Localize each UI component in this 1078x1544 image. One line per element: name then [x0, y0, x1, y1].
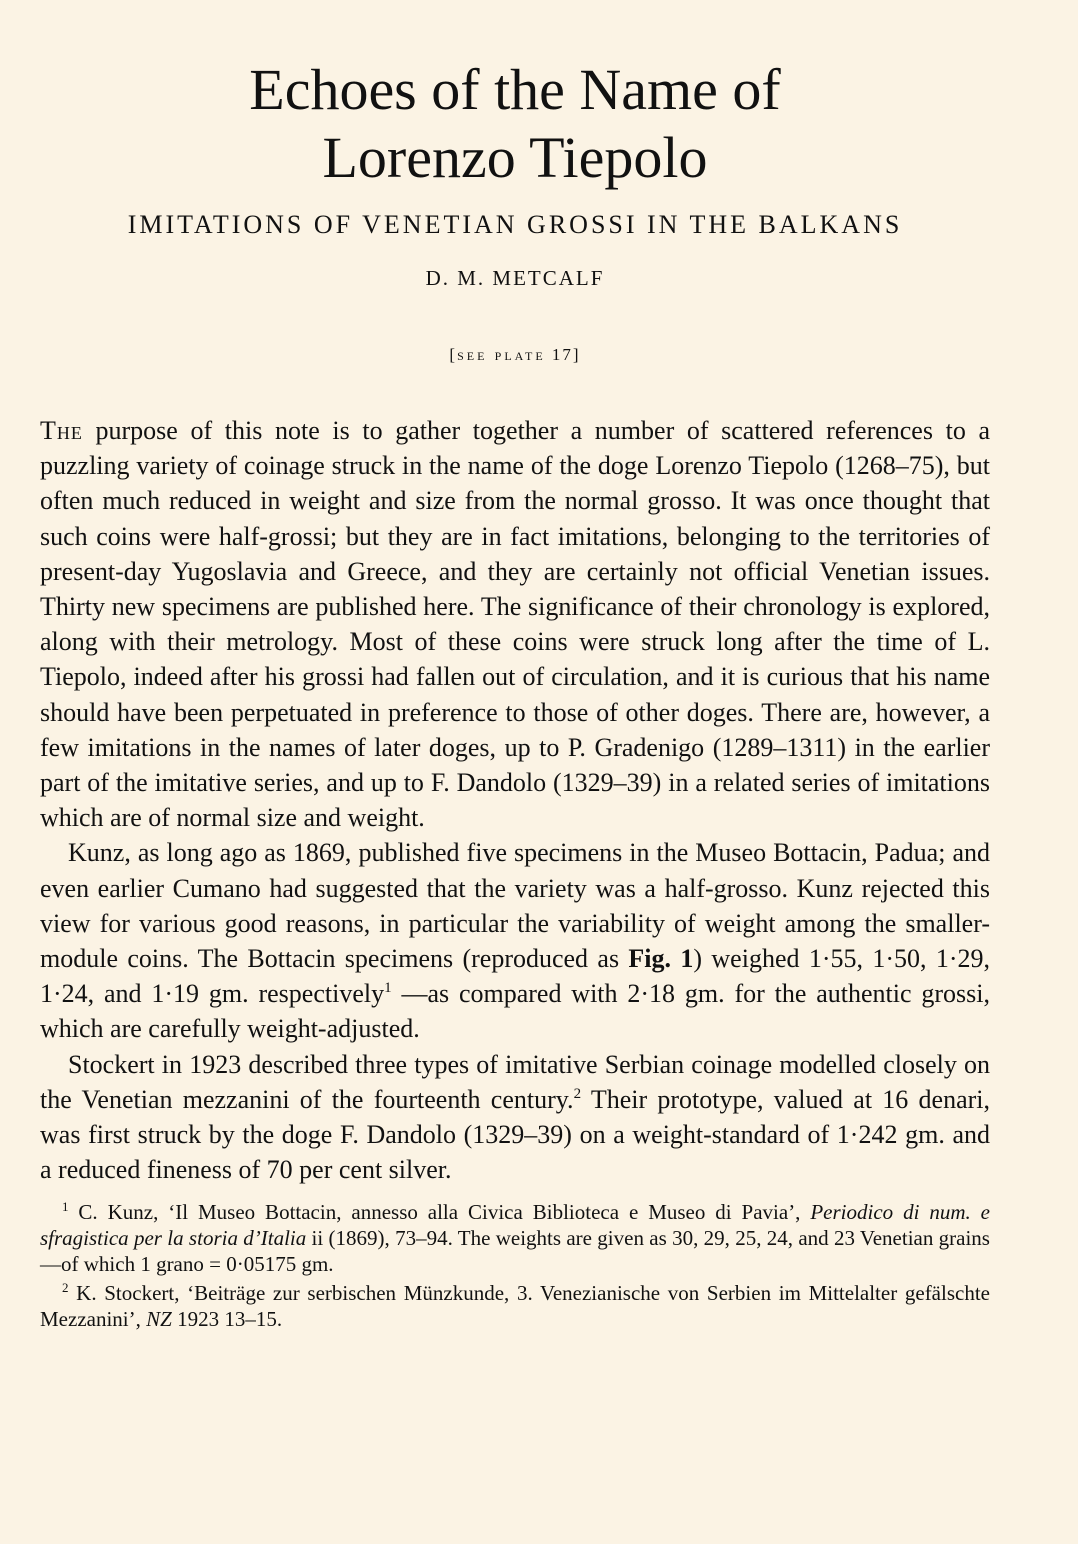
- footnote-1-text-a: C. Kunz, ‘Il Museo Bottacin, annesso alla Civica Biblioteca e Museo di Pavia’,: [68, 1200, 811, 1225]
- article-author: D. M. METCALF: [425, 266, 605, 290]
- footnote-1-journal: Periodico di num. e sfragistica per la storia d’Italia: [40, 1200, 990, 1251]
- article-page: [40, 56, 990, 1335]
- footnotes: [40, 1199, 990, 1332]
- article-subtitle: IMITATIONS OF VENETIAN GROSSI IN THE BALKANS: [127, 210, 903, 239]
- paragraph-3-text-b: Their prototype, valued at 16 denari, was first struck by the doge F. Dandolo (1329–39) on a weight-standard of 1·242 gm. and a reduced fineness of 70 per cent silver.: [40, 1084, 990, 1185]
- figure-reference: Fig. 1: [628, 944, 694, 974]
- footnote-2: [40, 1280, 990, 1332]
- footnote-2-journal: NZ: [146, 1307, 172, 1332]
- footnote-2-text-b: 1923 13–15.: [171, 1307, 283, 1332]
- paragraph-2: [40, 835, 990, 1046]
- paragraph-2-text-b: ) weighed 1·55, 1·50, 1·29, 1·24, and 1·19 gm. respectively: [40, 944, 990, 1009]
- plate-number: 17]: [545, 345, 581, 364]
- paragraph-1: [40, 413, 990, 835]
- article-body: [40, 413, 990, 1187]
- footnote-1: [40, 1199, 990, 1277]
- plate-see-label: see plate: [457, 345, 546, 364]
- paragraph-1-lead-word: The: [40, 416, 83, 445]
- plate-bracket-open: [: [449, 345, 458, 364]
- paragraph-3-text-a: Stockert in 1923 described three types of imitative Serbian coinage modelled closely on the Venetian mezzanini of the fourteenth century.: [40, 1049, 990, 1114]
- article-title: [40, 56, 990, 192]
- footnote-marker-2[interactable]: 2: [573, 1085, 582, 1102]
- paragraph-2-text-a: Kunz, as long ago as 1869, published five specimens in the Museo Bottacin, Padua; and even earlier Cumano had suggested that the variety was a half-grosso. Kunz rejected this view for various good reasons, in particular the variability of weight among the smaller-module coins. The Bottacin specimens (reproduced as: [40, 838, 990, 974]
- footnote-marker-1[interactable]: 1: [384, 980, 392, 997]
- paragraph-1-text: purpose of this note is to gather together a number of scattered references to a puzzling variety of coinage struck in the name of the doge Lorenzo Tiepolo (1268–75), but often much reduced in weight and size from the normal grosso. It was once thought that such coins were half-grossi; but they are in fact imitations, belonging to the territories of present-day Yugoslavia and Greece, and they are certainly not official Venetian issues. Thirty new specimens are published here. The significance of their chronology is explored, along with their metrology. Most of these coins were struck long after the time of L. Tiepolo, indeed after his grossi had fallen out of circulation, and it is curious that his name should have been perpetuated in preference to those of other doges. There are, however, a few imitations in the names of later doges, up to P. Gradenigo (1289–1311) in the earlier part of the imitative series, and up to F. Dandolo (1329–39) in a related series of imitations which are of normal size and weight.: [40, 416, 990, 833]
- paragraph-2-text-c: —as compared with 2·18 gm. for the authentic grossi, which are carefully weight-adjusted.: [40, 979, 990, 1044]
- footnote-2-mark: 2: [62, 1280, 69, 1296]
- title-line-2: Lorenzo Tiepolo: [322, 125, 708, 190]
- footnote-1-text-b: ii (1869), 73–94. The weights are given as 30, 29, 25, 24, and 23 Venetian grains—of which 1 grano = 0·05175 gm.: [40, 1226, 990, 1277]
- footnote-2-text-a: K. Stockert, ‘Beiträge zur serbischen Münzkunde, 3. Venezianische von Serbien im Mittelalter gefälschte Mezzanini’,: [40, 1281, 990, 1332]
- plate-reference: [40, 345, 990, 365]
- footnote-1-mark: 1: [62, 1199, 69, 1215]
- title-line-1: Echoes of the Name of: [249, 57, 781, 122]
- paragraph-3: [40, 1047, 990, 1188]
